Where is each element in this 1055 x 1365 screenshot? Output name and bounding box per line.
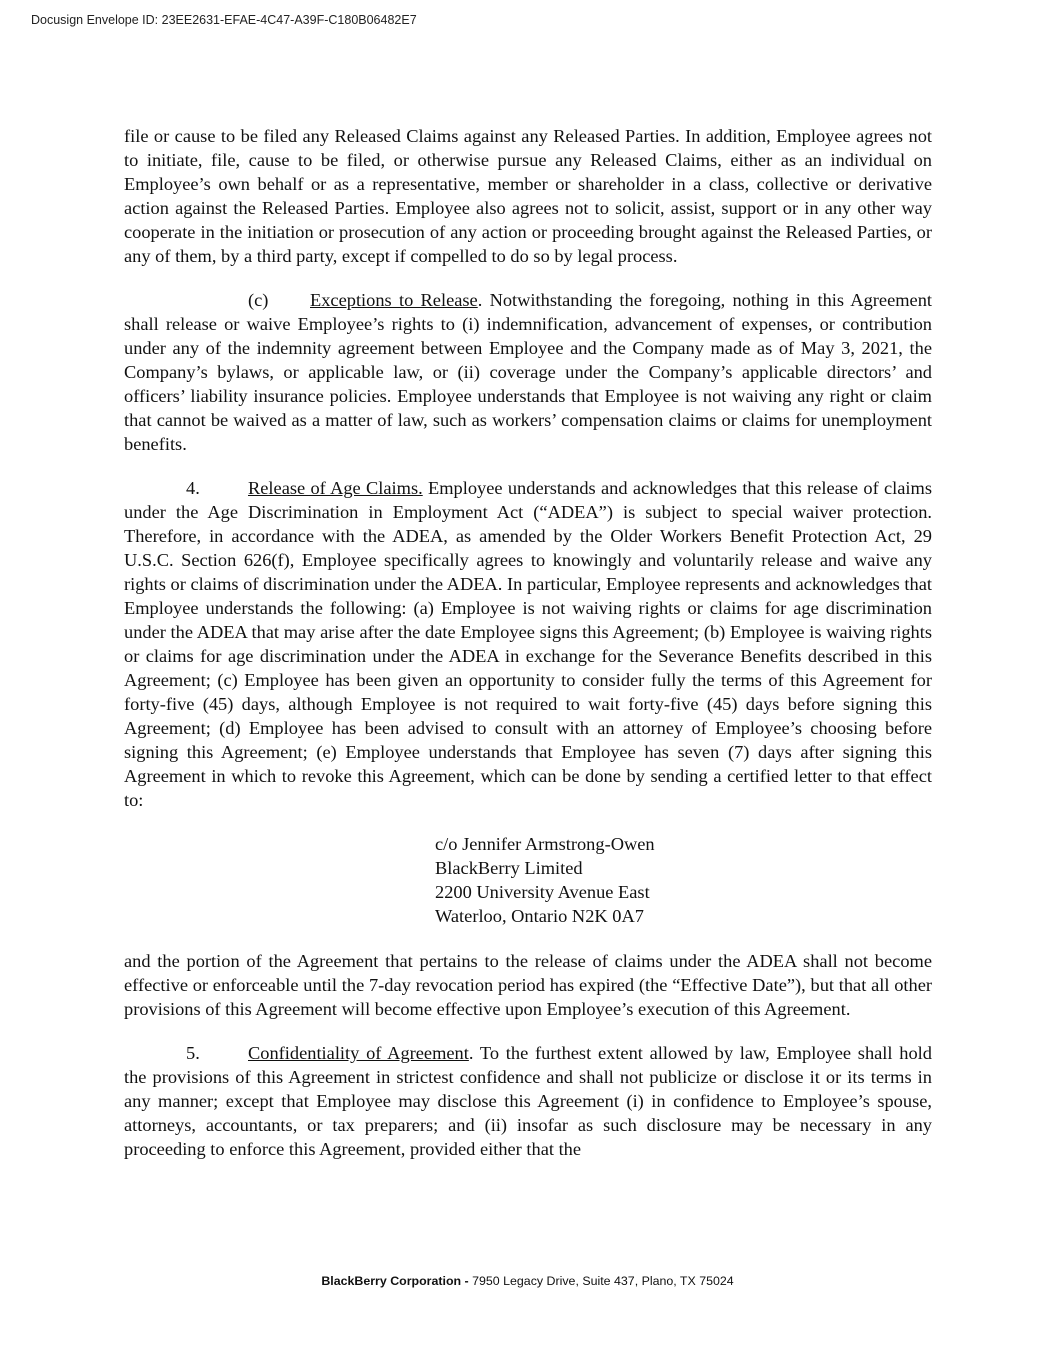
paragraph-exceptions-to-release: [124, 288, 932, 456]
section-marker-c: (c): [248, 290, 269, 310]
heading-exceptions-to-release: Exceptions to Release: [310, 290, 478, 310]
revocation-address: [435, 832, 932, 928]
paragraph-release-continued: file or cause to be filed any Released Claims against any Released Parties. In addition, Employee agrees not to initiate, file, cause to be filed, or otherwise pursue any Released Claims, either as an individual on Employee’s own behalf or as a representative, member or shareholder in a class, collective or derivative action against the Released Parties. Employee also agrees not to solicit, assist, support or in any other way cooperate in the initiation or prosecution of any action or proceeding brought against the Released Parties, or any of them, by a third party, except if compelled to do so by legal process.: [124, 126, 932, 266]
indent: [124, 288, 310, 312]
section-marker-5: 5.: [186, 1043, 200, 1063]
address-line: Waterloo, Ontario N2K 0A7: [435, 906, 644, 926]
footer-company: BlackBerry Corporation -: [321, 1274, 469, 1288]
exceptions-text: . Notwithstanding the foregoing, nothing in this Agreement shall release or waive Employee’s rights to (i) indemnification, advancement of expenses, or contribution under any of the indemnity agreement between Employee and the Company made as of May 3, 2021, the Company’s bylaws, or applicable law, or (ii) coverage under the Company’s applicable directors’ and officers’ liability insurance policies. Employee understands that Employee is not waiving any right or claim that cannot be waived as a matter of law, such as workers’ compensation claims or claims for unemployment benefits.: [124, 290, 932, 454]
paragraph-confidentiality: [124, 1041, 932, 1161]
indent: [124, 476, 248, 500]
paragraph-effective-date: and the portion of the Agreement that pertains to the release of claims under the ADEA shall not become effective or enforceable until the 7-day revocation period has expired (the “Effective Date”), but that all other provisions of this Agreement will become effective upon Employee’s execution of this Agreement.: [124, 951, 932, 1019]
confidentiality-text: . To the furthest extent allowed by law, Employee shall hold the provisions of this Agreement in strictest confidence and shall not publicize or disclose it or its terms in any manner; except that Employee may disclose this Agreement (i) in confidence to Employee’s spouse, attorneys, accountants, or tax preparers; and (ii) insofar as such disclosure may be necessary in any proceeding to enforce this Agreement, provided either that the: [124, 1043, 932, 1159]
heading-confidentiality: Confidentiality of Agreement: [248, 1043, 469, 1063]
indent: [124, 1041, 248, 1065]
paragraph-release-of-age-claims: [124, 476, 932, 812]
page-footer: [0, 1274, 1055, 1288]
document-body: [124, 124, 932, 1181]
footer-address: 7950 Legacy Drive, Suite 437, Plano, TX 75024: [468, 1274, 734, 1288]
address-line: 2200 University Avenue East: [435, 882, 650, 902]
heading-release-of-age-claims: Release of Age Claims.: [248, 478, 423, 498]
address-line: c/o Jennifer Armstrong-Owen: [435, 834, 655, 854]
envelope-id: Docusign Envelope ID: 23EE2631-EFAE-4C47-A39F-C180B06482E7: [31, 13, 417, 27]
address-line: BlackBerry Limited: [435, 858, 583, 878]
section-marker-4: 4.: [186, 478, 200, 498]
age-claims-text: Employee understands and acknowledges that this release of claims under the Age Discrimination in Employment Act (“ADEA”) is subject to special waiver protection. Therefore, in accordance with the ADEA, as amended by the Older Workers Benefit Protection Act, 29 U.S.C. Section 626(f), Employee specifically agrees to knowingly and voluntarily release and waive any rights or claims of discrimination under the ADEA. In particular, Employee represents and acknowledges that Employee understands the following: (a) Employee is not waiving rights or claims for age discrimination under the ADEA that may arise after the date Employee signs this Agreement; (b) Employee is waiving rights or claims for age discrimination under the ADEA in exchange for the Severance Benefits described in this Agreement; (c) Employee has been given an opportunity to consider fully the terms of this Agreement for forty-five (45) days, although Employee is not required to wait forty-five (45) days before signing this Agreement; (d) Employee has been advised to consult with an attorney of Employee’s choosing before signing this Agreement; (e) Employee understands that Employee has seven (7) days after signing this Agreement in which to revoke this Agreement, which can be done by sending a certified letter to that effect to:: [124, 478, 932, 810]
